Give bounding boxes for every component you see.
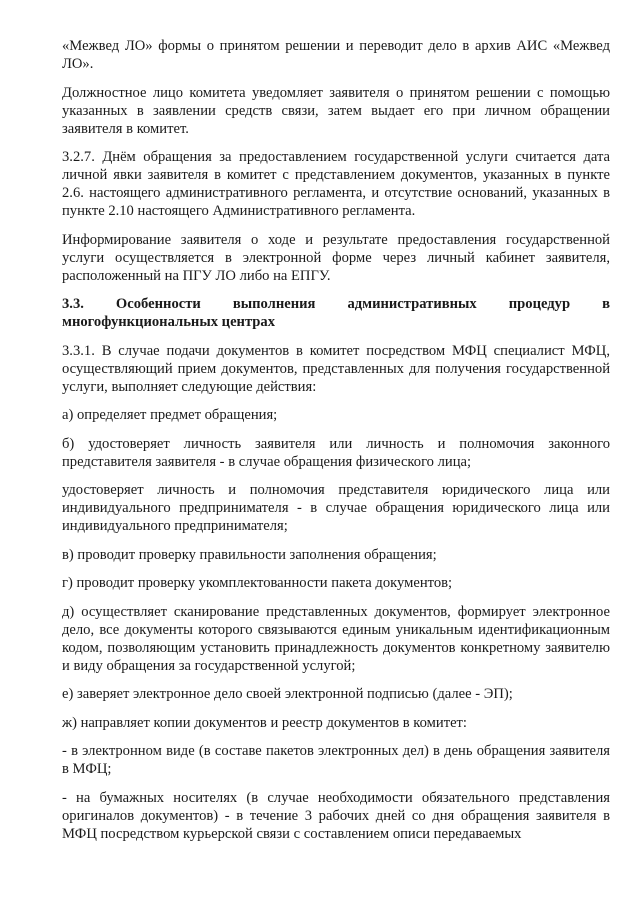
list-item: г) проводит проверку укомплектованности пакета документов; — [62, 575, 453, 591]
list-item: е) заверяет электронное дело своей электронной подписью (далее - ЭП); — [62, 686, 513, 702]
paragraph: 3.2.7. Днём обращения за предоставлением государственной услуги считается дата личной явки заявителя в комитет с представлением документов, указанных в пункте 2.6. настоящего административного регламента, и отсутствие оснований, указанных в пункте 2.10 настоящего Административного регламента. — [62, 149, 610, 219]
paragraph: «Межвед ЛО» формы о принятом решении и переводит дело в архив АИС «Межвед ЛО». — [62, 38, 610, 72]
section-heading-line-1 — [62, 295, 610, 313]
heading-word: в — [602, 296, 610, 312]
list-item: - на бумажных носителях (в случае необходимости обязательного представления оригиналов документов) - в течение 3 рабочих дней со дня обращения заявителя в МФЦ посредством курьерской связи с составлением описи передаваемых — [62, 789, 610, 842]
heading-word: выполнения — [232, 296, 316, 312]
list-item: а) определяет предмет обращения; — [62, 407, 278, 423]
list-item: в) проводит проверку правильности заполнения обращения; — [62, 546, 437, 563]
list-item: ж) направляет копии документов и реестр документов в комитет: — [62, 714, 467, 731]
document-page — [62, 37, 610, 853]
section-heading-line-2: многофункциональных центрах — [62, 314, 276, 330]
paragraph: 3.3.1. В случае подачи документов в комитет посредством МФЦ специалист МФЦ, осуществляющий прием документов, представленных для получения государственной услуги, выполняет следующие действия: — [62, 342, 610, 395]
list-item: б) удостоверяет личность заявителя или личность и полномочия законного представителя заявителя - в случае обращения физического лица; — [62, 435, 610, 470]
section-number: 3.3. — [62, 296, 84, 312]
heading-word: Особенности — [115, 296, 201, 312]
section-heading — [62, 295, 610, 331]
paragraph: Информирование заявителя о ходе и результате предоставления государственной услуги осуществляется в электронной форме через личный кабинет заявителя, расположенный на ПГУ ЛО либо на ЕПГУ. — [62, 231, 610, 284]
heading-word: процедур — [508, 296, 571, 312]
list-item: - в электронном виде (в составе пакетов электронных дел) в день обращения заявителя в МФЦ; — [62, 743, 610, 777]
heading-word: административных — [347, 296, 477, 312]
paragraph: Должностное лицо комитета уведомляет заявителя о принятом решении с помощью указанных в заявлении средств связи, затем выдает его при личном обращении заявителя в комитет. — [62, 84, 610, 137]
paragraph: удостоверяет личность и полномочия представителя юридического лица или индивидуального предпринимателя - в случае обращения юридического лица или индивидуального предпринимателя; — [62, 482, 610, 534]
list-item: д) осуществляет сканирование представленных документов, формирует электронное дело, все документы которого связываются единым уникальным идентификационным кодом, позволяющим установить принадлежность документов конкретному заявителю и виду обращения за государственной услугой; — [62, 603, 610, 674]
